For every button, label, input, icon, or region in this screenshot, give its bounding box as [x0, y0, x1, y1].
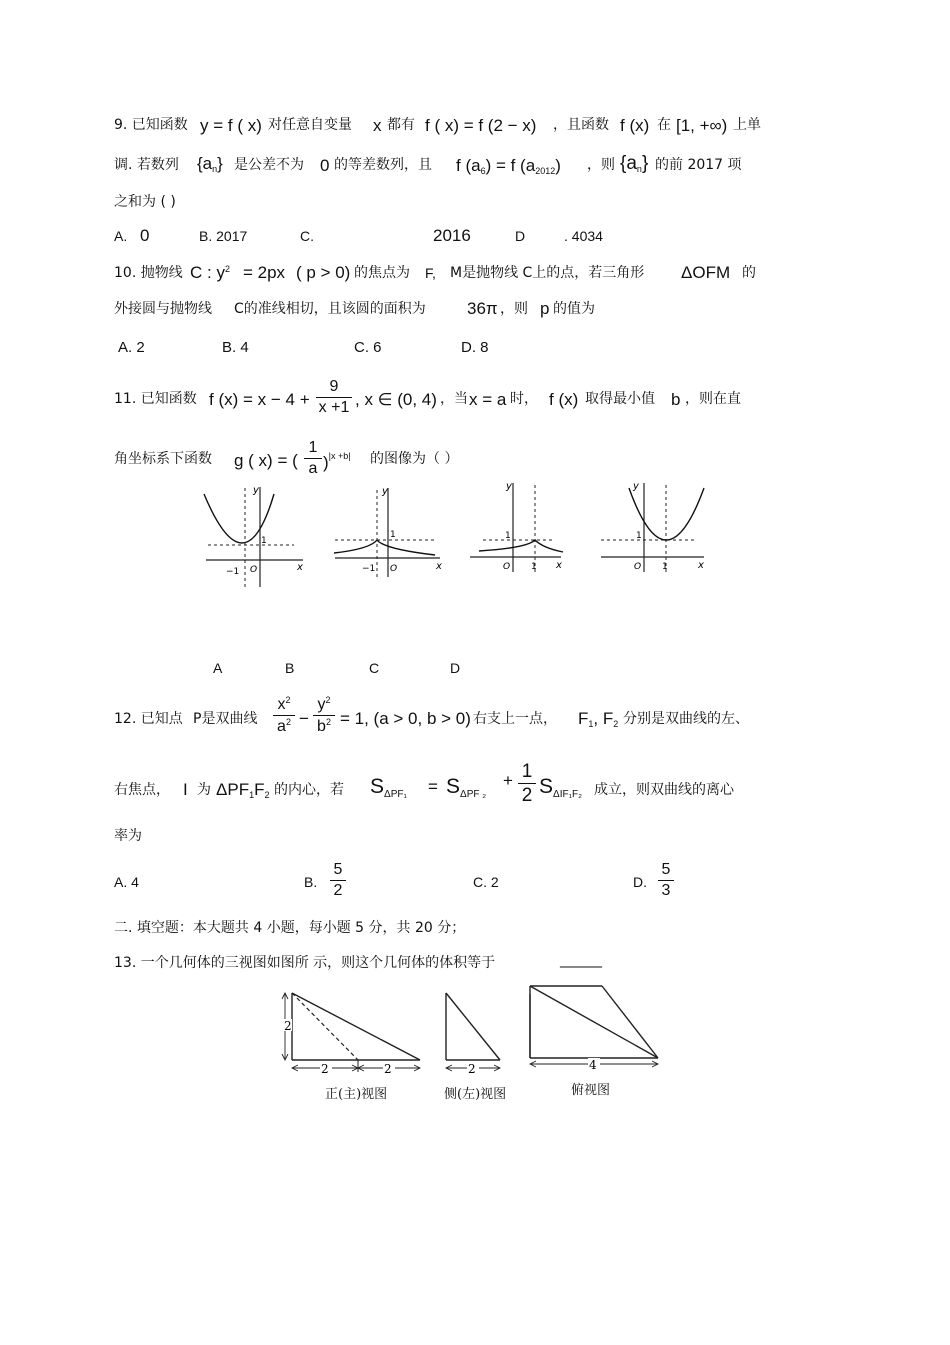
q10-label: 10. 抛物线	[114, 265, 183, 281]
q12-s3: SΔIF₁F₂	[539, 775, 582, 800]
front-width-1-label: 2	[321, 1062, 329, 1076]
y-axis-label: y	[253, 485, 259, 496]
q11-opt-d: D	[450, 660, 461, 676]
top-width-label: 4	[589, 1058, 597, 1072]
q12-text-incenter: 的内心，若	[274, 782, 344, 798]
q9-text-diff: 是公差不为	[234, 157, 304, 173]
q11-opt-b: B	[285, 660, 295, 676]
q12-line2a: 右焦点，	[114, 782, 170, 798]
q9-opt-c-val: 2016	[433, 226, 471, 245]
q11-func: f (x) = x − 4 +	[209, 390, 310, 409]
q12-text-P: P是双曲线	[193, 711, 258, 727]
q9-text-on: 在	[657, 117, 671, 133]
q12-label: 12. 已知点	[114, 711, 183, 727]
tick-neg1: −1	[226, 567, 240, 577]
q11-text-when: ，当	[440, 391, 468, 407]
side-width-label: 2	[468, 1062, 476, 1076]
tick-one-x: 1	[662, 562, 668, 572]
q12-line3: 率为	[114, 828, 142, 844]
tick-one: 1	[505, 531, 511, 541]
q9-text-any: 对任意自变量	[268, 117, 352, 133]
q9-text-mono: 上单	[733, 117, 761, 133]
q12-eq2: =	[428, 777, 438, 796]
q12-minus: −	[299, 709, 309, 728]
q10-parabola: C : $y^2$	[190, 263, 230, 282]
y-axis-label: y	[506, 481, 512, 492]
q12-text-right: 右支上一点，	[473, 711, 557, 727]
q11-graph-c	[465, 480, 565, 575]
tick-one: 1	[636, 531, 642, 541]
q11-label: 11. 已知函数	[114, 391, 197, 407]
q11-text-then: ，则在直	[685, 391, 741, 407]
front-height-label: 2	[284, 1019, 292, 1033]
q13-answer-blank[interactable]: ______	[560, 952, 602, 968]
q12-half: $\frac{1}{2}$	[518, 762, 536, 805]
q9-symmetry: f ( x) = f (2 − x)	[425, 116, 537, 135]
q9-line2-label: 调. 若数列	[114, 157, 179, 173]
origin-label: O	[390, 564, 398, 574]
q10-opt-b: B. 4	[222, 339, 249, 356]
origin-label: O	[503, 562, 511, 572]
front-width-2-label: 2	[384, 1062, 392, 1076]
q9-text-and: ，且函数	[553, 117, 609, 133]
q12-triangle: $\Delta PF_1F_2$	[216, 780, 270, 800]
q11-graph-b	[330, 485, 445, 580]
x-axis-label: x	[436, 561, 442, 572]
q13-top-view	[525, 982, 665, 1072]
q9-opt-a: A.	[114, 228, 128, 244]
q13-caption-top: 俯视图	[571, 1083, 611, 1098]
q12-frac-y: $\frac{y^2}{b^2}$	[313, 696, 335, 735]
q13-text: 13. 一个几何体的三视图如图所 示，则这个几何体的体积等于	[114, 955, 496, 971]
q12-plus: +	[503, 771, 513, 790]
q9-func-y: y = f ( x)	[200, 116, 262, 135]
tick-one: 1	[261, 536, 267, 546]
q9-opt-d: D	[515, 228, 526, 244]
q12-s2: SΔPF ₂	[446, 775, 487, 800]
q12-text-is: 为	[197, 782, 211, 798]
q10-F: F,	[425, 265, 436, 281]
q9-opt-d-val: . 4034	[564, 228, 603, 244]
q9-opt-c: C.	[300, 228, 314, 244]
q11-g: g ( x) = (	[234, 451, 298, 470]
q11-opt-a: A	[213, 660, 223, 676]
q12-frac-x: $\frac{x^2}{a^2}$	[273, 696, 295, 735]
q11-text-min: 取得最小值	[585, 391, 655, 407]
q13-side-view	[440, 988, 510, 1078]
q9-fx: f (x)	[620, 116, 650, 135]
q11-fraction2: $\frac{1}{a}$	[304, 440, 322, 477]
tick-neg1: −1	[362, 564, 376, 574]
q12-opt-b: B.	[304, 874, 318, 890]
q9-zero: 0	[320, 156, 330, 175]
q12-opt-c: C. 2	[473, 874, 499, 890]
x-axis-label: x	[297, 562, 303, 573]
q10-text-focus: 的焦点为	[354, 265, 410, 281]
q9-cond: f $(a_6) = f$ $(a_{2012})$	[456, 156, 561, 176]
q9-text-has: 都有	[387, 117, 415, 133]
q11-exp: )$^{|x +b|}$	[323, 451, 351, 472]
q10-2px: = 2px	[243, 263, 286, 282]
origin-label: O	[634, 562, 642, 572]
y-axis-label: y	[382, 486, 388, 497]
q10-area: 36π	[467, 299, 498, 318]
y-axis-label: y	[633, 481, 639, 492]
q9-line1-label: 9. 已知函数	[114, 117, 188, 133]
q9-var-x: x	[373, 116, 382, 135]
q11-fraction: $\frac{9}{x +1}$	[316, 379, 352, 416]
q9-text-first: 的前 2017 项	[655, 157, 742, 173]
q9-interval: [1, +∞)	[676, 116, 728, 135]
q9-seq: $\{a_n\}$	[197, 154, 223, 174]
q10-triangle: ΔOFM	[681, 263, 731, 282]
x-axis-label: x	[698, 560, 704, 571]
tick-one-x: 1	[531, 562, 537, 572]
q10-p: p	[540, 299, 550, 318]
q11-graph-a	[198, 482, 308, 592]
section-2-heading: 二. 填空题：本大题共 4 小题，每小题 5 分，共 20 分；	[114, 920, 466, 936]
q11-domain: , x ∈ (0, 4)	[355, 390, 437, 409]
q12-opt-d-frac: $\frac{5}{3}$	[658, 862, 674, 899]
q11-text-graph: 的图像为（ ）	[370, 451, 459, 467]
q13-front-view	[282, 988, 432, 1078]
q10-text-value: 的值为	[553, 301, 595, 317]
q10-opt-c: C. 6	[354, 339, 382, 356]
q12-foci: $F_1$, $F_2$	[578, 709, 619, 729]
q11-line2: 角坐标系下函数	[114, 451, 212, 467]
q13-caption-front: 正(主)视图	[325, 1087, 388, 1102]
q9-line3: 之和为 ( )	[114, 194, 176, 210]
q10-line2a: 外接圆与抛物线	[114, 301, 212, 317]
q10-text-of: 的	[742, 265, 756, 281]
q9-text-arith: 的等差数列，且	[334, 157, 432, 173]
q12-opt-a: A. 4	[114, 874, 139, 890]
q12-text-holds: 成立，则双曲线的离心	[594, 782, 734, 798]
q12-s1: SΔPF₁	[370, 775, 407, 800]
q11-graph-d	[596, 480, 711, 575]
q11-fx: f (x)	[549, 390, 579, 409]
q11-b: b	[671, 390, 681, 409]
q12-I: I	[183, 780, 188, 799]
tick-one: 1	[390, 530, 396, 540]
q10-line2b: C的准线相切，且该圆的面积为	[234, 301, 426, 317]
q9-opt-b: B. 2017	[199, 228, 248, 244]
x-axis-label: x	[556, 560, 562, 571]
q12-eq: = 1, (a > 0, b > 0)	[340, 709, 471, 728]
q11-xa: x = a	[469, 390, 507, 409]
q9-text-then: ，则	[587, 157, 615, 173]
q12-opt-d: D.	[633, 874, 647, 890]
q10-text-M: M是抛物线 C上的点，若三角形	[450, 265, 645, 281]
q10-pcond: ( p > 0)	[296, 263, 351, 282]
q10-text-then: ，则	[500, 301, 528, 317]
q9-opt-a-val: 0	[140, 226, 150, 245]
q9-seq2: $\{a_n\}$	[620, 153, 649, 174]
q10-opt-a: A. 2	[118, 339, 145, 356]
q12-opt-b-frac: $\frac{5}{2}$	[330, 862, 346, 899]
q11-opt-c: C	[369, 660, 380, 676]
q10-opt-d: D. 8	[461, 339, 489, 356]
q12-text-lr: 分别是双曲线的左、	[623, 711, 749, 727]
q13-caption-side: 侧(左)视图	[444, 1087, 507, 1102]
q11-text-time: 时，	[510, 391, 538, 407]
origin-label: O	[250, 565, 258, 575]
